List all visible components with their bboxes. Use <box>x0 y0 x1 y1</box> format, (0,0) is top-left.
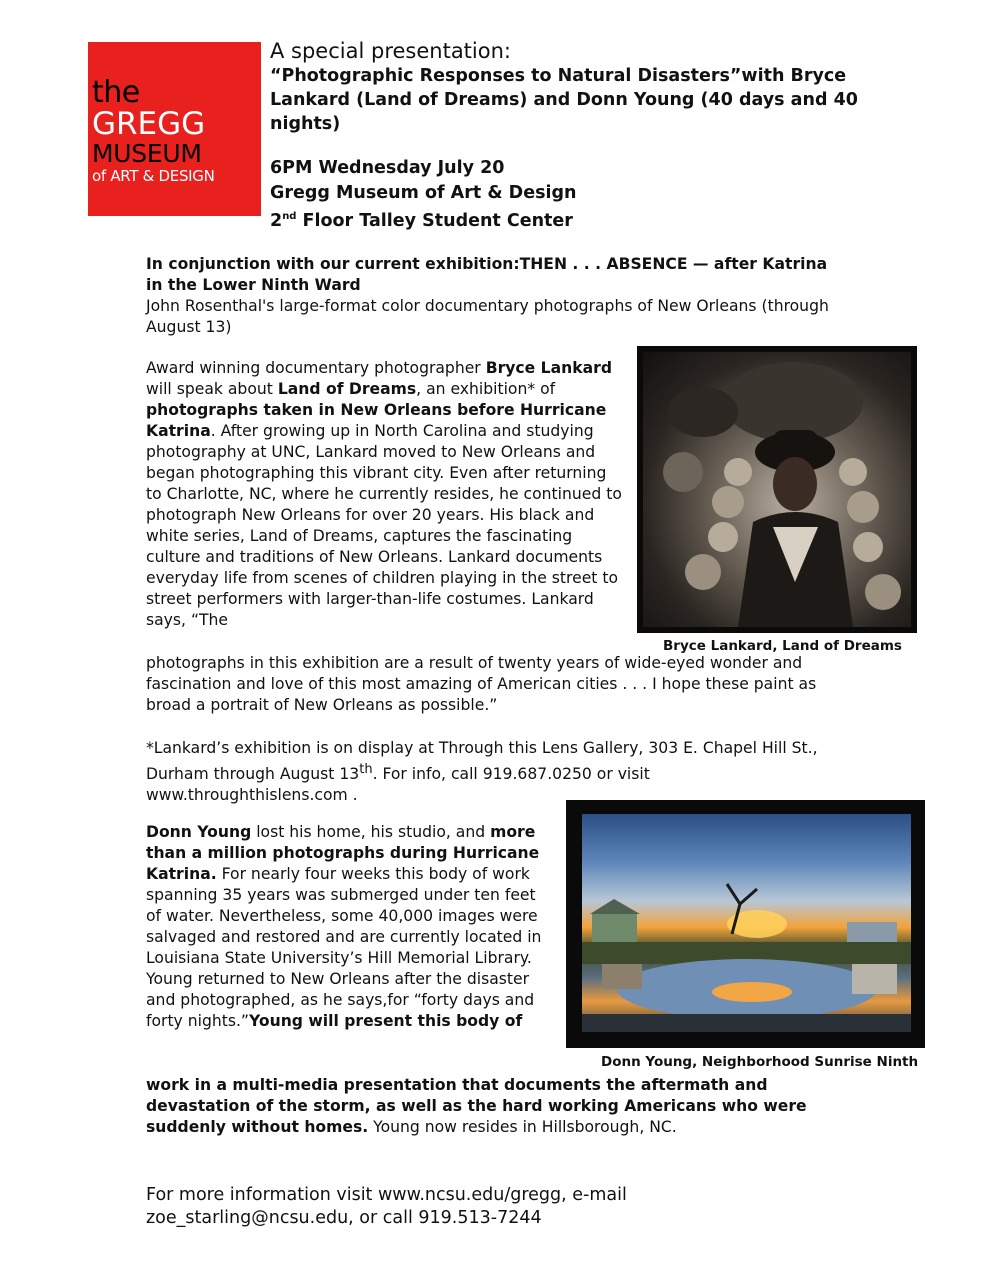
bryce-paragraph: Award winning documentary photographer Bryce Lankard will speak about Land of Dreams, an exhibition* of photographs taken in New Orleans before Hurricane Katrina. After growing up in North Carolina and studying photography at UNC, Lankard moved to New Orleans and began photographing this vibrant city. Even after returning to Charlotte, NC, where he currently resides, he continued to photograph New Orleans for over 20 years. His black and white series, Land of Dreams, captures the fascinating culture and traditions of New Orleans. Lankard documents everyday life from scenes of children playing in the street to street performers with larger-than-life costumes. Lankard says, “The <box>146 359 622 629</box>
bryce-lankard-photo <box>637 346 917 633</box>
logo-line-museum: MUSEUM <box>92 139 202 168</box>
contact-info: For more information visit www.ncsu.edu/gregg, e-mail zoe_starling@ncsu.edu, or call 919.513-7244 <box>146 1185 627 1228</box>
bryce-photo-caption: Bryce Lankard, Land of Dreams <box>663 638 902 654</box>
gregg-museum-logo <box>88 42 261 216</box>
neighborhood-sunrise-image <box>582 814 911 1032</box>
presentation-title: “Photographic Responses to Natural Disasters”with Bryce Lankard (Land of Dreams) and Donn Young (40 days and 40 nights) <box>270 66 858 134</box>
header-intro: A special presentation: <box>270 39 511 63</box>
conjunction-paragraph <box>146 254 846 338</box>
logo-line-the: the <box>92 75 140 110</box>
logo-line-gregg: GREGG <box>92 106 206 142</box>
event-details <box>270 156 890 233</box>
event-venue: Gregg Museum of Art & Design <box>270 182 577 203</box>
conjunction-heading: In conjunction with our current exhibition:THEN . . . ABSENCE — after Katrina in the Lower Ninth Ward <box>146 255 828 294</box>
conjunction-text: John Rosenthal's large-format color documentary photographs of New Orleans (through August 13) <box>146 297 829 336</box>
event-header <box>270 38 890 233</box>
donn-photo-caption: Donn Young, Neighborhood Sunrise Ninth <box>601 1054 919 1070</box>
lens-gallery-paragraph: *Lankard’s exhibition is on display at Through this Lens Gallery, 303 E. Chapel Hill St., Durham through August 13th. For info, call 919.687.0250 or visit www.throughthislens.com . <box>146 739 818 805</box>
event-floor: 2nd Floor Talley Student Center <box>270 210 573 231</box>
child-in-costume-image <box>643 352 911 627</box>
logo-line-art-design: of ART & DESIGN <box>92 167 215 185</box>
donn-young-photo <box>566 800 925 1048</box>
donn-paragraph: Donn Young lost his home, his studio, and more than a million photographs during Hurricane Katrina. For nearly four weeks this body of work spanning 35 years was submerged under ten feet of water. Nevertheless, some 40,000 images were salvaged and restored and are currently located in Louisiana State University’s Hill Memorial Library. Young returned to New Orleans after the disaster and photographed, as he says,for “forty days and forty nights.”Young will present this body of <box>146 823 542 1030</box>
bryce-paragraph-continued: photographs in this exhibition are a result of twenty years of wide-eyed wonder and fascination and love of this most amazing of American cities . . . I hope these paint as broad a portrait of New Orleans as possible.” <box>146 654 817 714</box>
event-time: 6PM Wednesday July 20 <box>270 158 505 178</box>
donn-paragraph-continued: work in a multi-media presentation that documents the aftermath and devastation of the storm, as well as the hard working Americans who were suddenly without homes. Young now resides in Hillsborough, NC. <box>146 1076 807 1136</box>
